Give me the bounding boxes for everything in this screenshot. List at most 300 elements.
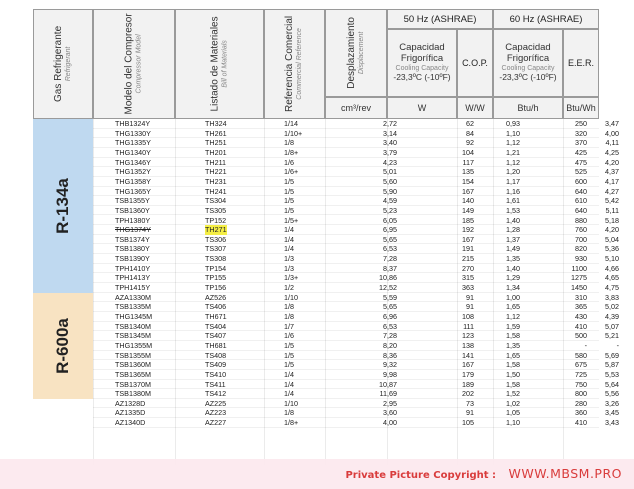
cell-bom: TH201 [205, 147, 227, 157]
cell-capacity-btu: 360 [575, 408, 587, 418]
compressor-spec-table [33, 9, 619, 465]
cell-cop: 1,34 [506, 283, 520, 293]
cell-capacity-w: 104 [462, 147, 474, 157]
cell-eer: 5,07 [605, 321, 619, 331]
header-gas: Gas Refrigerante Refrigerant [33, 9, 93, 119]
cell-displacement: 3,14 [383, 128, 397, 138]
cell-capacity-btu: 930 [575, 254, 587, 264]
cell-bom: TS407 [205, 331, 227, 341]
cell-capacity-btu: - [584, 340, 587, 350]
table-row [93, 205, 619, 216]
cell-capacity-btu: 700 [575, 234, 587, 244]
cell-cop: 1,17 [506, 176, 520, 186]
cell-cop: 1,10 [506, 418, 520, 428]
cell-capacity-w: 191 [462, 244, 474, 254]
table-row [93, 186, 619, 197]
cell-capacity-btu: 370 [575, 138, 587, 148]
cell-eer: 5,11 [605, 205, 619, 215]
cell-displacement: 8,36 [383, 350, 397, 360]
cell-capacity-w: 189 [462, 379, 474, 389]
cell-capacity-w: 270 [462, 263, 474, 273]
cell-cop: 1,16 [506, 186, 520, 196]
cell-capacity-btu: 750 [575, 379, 587, 389]
watermark-label: Private Picture Copyright : [345, 470, 497, 481]
cell-ref: 1/6+ [284, 167, 299, 177]
cell-displacement: 9,32 [383, 360, 397, 370]
cell-bom: TH271 [205, 225, 227, 235]
cell-eer: 4,75 [605, 283, 619, 293]
cell-eer: 3,45 [605, 408, 619, 418]
cell-ref: 1/5 [284, 205, 294, 215]
cell-displacement: 5,65 [383, 302, 397, 312]
cell-cop: 1,28 [506, 225, 520, 235]
cell-cop: 1,20 [506, 167, 520, 177]
cell-model: THG1346Y [115, 157, 151, 167]
cell-model: THG1352Y [115, 167, 151, 177]
table-row [93, 331, 619, 341]
cell-model: TSB1345M [115, 331, 151, 341]
copyright-watermark [0, 459, 634, 489]
refrigerant-group [33, 292, 619, 399]
table-row [93, 215, 619, 226]
cell-bom: TH324 [205, 119, 227, 128]
cell-displacement: 7,28 [383, 331, 397, 341]
table-row [93, 418, 619, 428]
cell-cop: 1,40 [506, 263, 520, 273]
cell-bom: TS409 [205, 360, 227, 370]
cell-cop: 1,00 [506, 292, 520, 302]
cell-capacity-btu: 1100 [571, 263, 587, 273]
cell-cop: 1,61 [506, 196, 520, 206]
cell-cop: 1,05 [506, 408, 520, 418]
cell-model: THG1340Y [115, 147, 151, 157]
cell-bom: TS412 [205, 389, 227, 399]
table-row [93, 321, 619, 332]
cell-cop: 1,59 [506, 321, 520, 331]
cell-ref: 1/6 [284, 157, 294, 167]
cell-displacement: 3,60 [383, 408, 397, 418]
cell-model: TSB1355M [115, 350, 151, 360]
cell-cop: 1,12 [506, 138, 520, 148]
cell-eer: 4,25 [605, 147, 619, 157]
cell-capacity-btu: 760 [575, 225, 587, 235]
cell-displacement: 4,59 [383, 196, 397, 206]
cell-displacement: 6,95 [383, 225, 397, 235]
cell-model: THB1324Y [115, 119, 151, 128]
header-eer: E.E.R. [563, 29, 599, 97]
cell-ref: 1/4 [284, 244, 294, 254]
cell-bom: TS404 [205, 321, 227, 331]
cell-capacity-btu: 640 [575, 186, 587, 196]
cell-ref: 1/10 [284, 398, 298, 408]
cell-capacity-w: 105 [462, 418, 474, 428]
cell-eer: 3,43 [605, 418, 619, 428]
gas-label: R-600a [52, 317, 72, 374]
cell-capacity-btu: 430 [575, 311, 587, 321]
cell-displacement: 10,86 [379, 273, 397, 283]
cell-eer: 5,04 [605, 234, 619, 244]
cell-capacity-btu: 1450 [571, 283, 587, 293]
cell-displacement: 12,52 [379, 283, 397, 293]
cell-capacity-btu: 675 [575, 360, 587, 370]
cell-bom: AZ225 [205, 398, 227, 408]
cell-ref: 1/7 [284, 321, 294, 331]
cell-capacity-w: 141 [462, 350, 474, 360]
cell-model: AZ1328D [115, 398, 146, 408]
cell-ref: 1/5 [284, 196, 294, 206]
table-row [93, 147, 619, 158]
table-header [33, 9, 599, 119]
cell-model: TSB1360Y [115, 205, 150, 215]
cell-displacement: 4,00 [383, 418, 397, 428]
cell-model: TSB1370M [115, 379, 151, 389]
cell-model: THG1365Y [115, 186, 151, 196]
cell-eer: 5,56 [605, 389, 619, 399]
cell-bom: AZ227 [205, 418, 227, 428]
cell-eer: 5,42 [605, 196, 619, 206]
gas-cell [33, 293, 93, 399]
unit-w: W [387, 97, 457, 119]
cell-model: TSB1365M [115, 369, 151, 379]
cell-capacity-btu: 280 [575, 398, 587, 408]
cell-ref: 1/5 [284, 186, 294, 196]
cell-cop: 0,93 [506, 119, 520, 128]
cell-bom: TH231 [205, 176, 227, 186]
table-row [93, 225, 619, 235]
cell-ref: 1/6 [284, 331, 294, 341]
cell-capacity-w: 117 [462, 157, 474, 167]
cell-eer: 4,11 [605, 138, 619, 148]
table-row [93, 244, 619, 254]
cell-capacity-w: 154 [462, 176, 474, 186]
cell-capacity-w: 149 [462, 205, 474, 215]
cell-capacity-btu: 365 [575, 302, 587, 312]
cell-model: TSB1360M [115, 360, 151, 370]
header-60hz: 60 Hz (ASHRAE) [493, 9, 599, 29]
cell-cop: 1,02 [506, 398, 520, 408]
table-row [93, 350, 619, 361]
cell-eer: 5,53 [605, 369, 619, 379]
cell-ref: 1/8 [284, 302, 294, 312]
cell-displacement: 5,60 [383, 176, 397, 186]
table-row [93, 311, 619, 322]
table-row [93, 408, 619, 418]
refrigerant-group [33, 119, 619, 293]
cell-eer: 4,17 [605, 176, 619, 186]
cell-displacement: 2,72 [383, 119, 397, 128]
table-row [93, 167, 619, 177]
cell-capacity-w: 73 [466, 398, 474, 408]
cell-cop: 1,58 [506, 379, 520, 389]
refrigerant-group [33, 398, 619, 428]
cell-cop: 1,49 [506, 244, 520, 254]
cell-model: TSB1355Y [115, 196, 150, 206]
cell-capacity-w: 167 [462, 360, 474, 370]
cell-displacement: 8,20 [383, 340, 397, 350]
cell-capacity-btu: 800 [575, 389, 587, 399]
cell-capacity-btu: 425 [575, 147, 587, 157]
cell-displacement: 6,53 [383, 321, 397, 331]
cell-model: TSB1390Y [115, 254, 150, 264]
cell-ref: 1/8 [284, 311, 294, 321]
header-displacement: Desplazamiento Displacement [325, 9, 387, 97]
cell-bom: TS308 [205, 254, 227, 264]
cell-model: TSB1380Y [115, 244, 150, 254]
cell-capacity-w: 91 [466, 408, 474, 418]
cell-displacement: 3,79 [383, 147, 397, 157]
cell-bom: TH211 [205, 157, 227, 167]
cell-capacity-btu: 580 [575, 350, 587, 360]
cell-eer: 4,37 [605, 167, 619, 177]
cell-bom: TP154 [205, 263, 227, 273]
cell-bom: TS305 [205, 205, 227, 215]
table-row [93, 360, 619, 370]
gas-cell [33, 399, 93, 428]
cell-model: TPH1415Y [115, 283, 151, 293]
cell-bom: TS304 [205, 196, 227, 206]
cell-model: TPH1380Y [115, 215, 151, 225]
cell-capacity-w: 92 [466, 138, 474, 148]
cell-eer: 4,39 [605, 311, 619, 321]
cell-ref: 1/14 [284, 119, 298, 128]
cell-ref: 1/8 [284, 138, 294, 148]
table-row [93, 128, 619, 139]
cell-cop: 1,52 [506, 389, 520, 399]
cell-model: TPH1413Y [115, 273, 151, 283]
cell-capacity-w: 185 [462, 215, 474, 225]
cell-displacement: 10,87 [379, 379, 397, 389]
cell-capacity-btu: 475 [575, 157, 587, 167]
cell-cop: 1,50 [506, 369, 520, 379]
cell-bom: TS406 [205, 302, 227, 312]
cell-displacement: 5,59 [383, 292, 397, 302]
cell-capacity-btu: 310 [575, 292, 587, 302]
cell-model: THG1355M [115, 340, 153, 350]
unit-displacement: cm³/rev [325, 97, 387, 119]
cell-ref: 1/10 [284, 292, 298, 302]
cell-eer: 4,20 [605, 157, 619, 167]
table-row [93, 234, 619, 245]
cell-capacity-btu: 250 [575, 119, 587, 128]
cell-capacity-btu: 880 [575, 215, 587, 225]
cell-bom: TH221 [205, 167, 227, 177]
header-commercial-ref: Referencia Comercial Commercial Reference [264, 9, 325, 119]
table-row [93, 302, 619, 312]
cell-capacity-w: 138 [462, 340, 474, 350]
cell-eer: 4,65 [605, 273, 619, 283]
cell-capacity-w: 179 [462, 369, 474, 379]
cell-ref: 1/4 [284, 369, 294, 379]
cell-eer: 4,00 [605, 128, 619, 138]
cell-capacity-btu: 725 [575, 369, 587, 379]
cell-bom: TH671 [205, 311, 227, 321]
cell-eer: - [616, 340, 619, 350]
cell-capacity-btu: 640 [575, 205, 587, 215]
cell-model: TSB1340M [115, 321, 151, 331]
cell-model: TPH1410Y [115, 263, 151, 273]
cell-displacement: 6,53 [383, 244, 397, 254]
cell-bom: AZ526 [205, 292, 227, 302]
unit-ww: W/W [457, 97, 493, 119]
cell-capacity-w: 62 [466, 119, 474, 128]
cell-bom: TH261 [205, 128, 227, 138]
table-row [93, 398, 619, 409]
cell-eer: 5,21 [605, 331, 619, 341]
cell-capacity-btu: 410 [575, 321, 587, 331]
unit-btuh: Btu/h [493, 97, 563, 119]
cell-capacity-w: 111 [463, 321, 474, 331]
cell-ref: 1/3 [284, 254, 294, 264]
cell-capacity-w: 140 [462, 196, 474, 206]
gas-label: R-134a [52, 177, 72, 234]
cell-capacity-w: 84 [466, 128, 474, 138]
cell-bom: TP155 [205, 273, 227, 283]
cell-eer: 5,02 [605, 302, 619, 312]
cell-eer: 5,36 [605, 244, 619, 254]
table-row [93, 340, 619, 351]
table-row [93, 254, 619, 264]
cell-ref: 1/8 [284, 408, 294, 418]
cell-ref: 1/4 [284, 234, 294, 244]
header-capacity-50: Capacidad Frigorífica Cooling Capacity -23,3ºC (-10ºF) [387, 29, 457, 97]
cell-model: TSB1380M [115, 389, 151, 399]
cell-model: THG1358Y [115, 176, 151, 186]
cell-capacity-w: 167 [462, 234, 474, 244]
table-row [93, 263, 619, 274]
cell-bom: TS307 [205, 244, 227, 254]
cell-eer: 5,87 [605, 360, 619, 370]
cell-eer: 5,64 [605, 379, 619, 389]
cell-ref: 1/10+ [284, 128, 303, 138]
cell-ref: 1/4 [284, 225, 294, 235]
cell-cop: 1,21 [506, 147, 520, 157]
cell-capacity-w: 315 [462, 273, 474, 283]
cell-displacement: 6,96 [383, 311, 397, 321]
cell-bom: TS306 [205, 234, 227, 244]
table-row [93, 157, 619, 168]
cell-capacity-w: 135 [462, 167, 474, 177]
cell-displacement: 2,95 [383, 398, 397, 408]
cell-capacity-btu: 1275 [571, 273, 587, 283]
table-row [93, 292, 619, 303]
cell-cop: 1,12 [506, 311, 520, 321]
cell-cop: 1,10 [506, 128, 520, 138]
table-row [93, 273, 619, 283]
cell-displacement: 3,40 [383, 138, 397, 148]
cell-displacement: 8,37 [383, 263, 397, 273]
header-50hz: 50 Hz (ASHRAE) [387, 9, 493, 29]
table-row [93, 176, 619, 187]
cell-capacity-w: 108 [462, 311, 474, 321]
watermark-site: WWW.MBSM.PRO [508, 466, 622, 481]
cell-capacity-w: 192 [462, 225, 474, 235]
cell-eer: 4,20 [605, 225, 619, 235]
cell-capacity-w: 215 [462, 254, 474, 264]
cell-capacity-w: 167 [462, 186, 474, 196]
cell-cop: 1,65 [506, 350, 520, 360]
table-row [93, 369, 619, 380]
cell-displacement: 7,28 [383, 254, 397, 264]
cell-bom: TP156 [205, 283, 227, 293]
cell-eer: 3,26 [605, 398, 619, 408]
cell-ref: 1/3+ [284, 273, 299, 283]
cell-capacity-w: 363 [462, 283, 474, 293]
cell-model: AZA1330M [115, 292, 151, 302]
cell-cop: 1,53 [506, 205, 520, 215]
table-row [93, 138, 619, 148]
cell-model: THG1335Y [115, 138, 151, 148]
cell-bom: TS411 [205, 379, 226, 389]
table-row [93, 379, 619, 390]
cell-ref: 1/4 [284, 389, 294, 399]
cell-bom: TS410 [205, 369, 227, 379]
cell-ref: 1/4 [284, 379, 294, 389]
cell-displacement: 5,65 [383, 234, 397, 244]
cell-capacity-btu: 410 [575, 418, 587, 428]
cell-capacity-btu: 320 [575, 128, 587, 138]
cell-bom: TP152 [205, 215, 227, 225]
cell-capacity-btu: 610 [575, 196, 587, 206]
table-row [93, 196, 619, 206]
unit-btuwh: Btu/Wh [563, 97, 599, 119]
cell-cop: 1,35 [506, 340, 520, 350]
cell-displacement: 11,69 [379, 389, 397, 399]
cell-displacement: 5,90 [383, 186, 397, 196]
cell-ref: 1/5 [284, 176, 294, 186]
cell-capacity-btu: 820 [575, 244, 587, 254]
table-row [93, 283, 619, 293]
cell-displacement: 4,23 [383, 157, 397, 167]
cell-ref: 1/5 [284, 350, 294, 360]
cell-eer: 3,47 [605, 119, 619, 128]
cell-ref: 1/3 [284, 263, 294, 273]
cell-capacity-btu: 600 [575, 176, 587, 186]
cell-ref: 1/5 [284, 340, 294, 350]
header-cop: C.O.P. [457, 29, 493, 97]
cell-capacity-w: 91 [466, 292, 474, 302]
header-model: Modelo del Compresor Compressor Model [93, 9, 175, 119]
cell-displacement: 5,01 [383, 167, 397, 177]
cell-ref: 1/5+ [284, 215, 299, 225]
cell-eer: 5,18 [605, 215, 619, 225]
table-row [93, 389, 619, 399]
cell-cop: 1,65 [506, 302, 520, 312]
cell-displacement: 6,05 [383, 215, 397, 225]
cell-eer: 5,10 [605, 254, 619, 264]
cell-capacity-w: 123 [462, 331, 474, 341]
table-row [93, 119, 619, 129]
cell-displacement: 5,23 [383, 205, 397, 215]
cell-cop: 1,58 [506, 360, 520, 370]
cell-bom: TH241 [205, 186, 227, 196]
cell-model: THG1345M [115, 311, 153, 321]
cell-bom: TS408 [205, 350, 227, 360]
cell-ref: 1/8+ [284, 147, 299, 157]
cell-cop: 1,37 [506, 234, 520, 244]
header-bom: Listado de Materiales Bill of Materials [175, 9, 264, 119]
cell-eer: 4,27 [605, 186, 619, 196]
cell-capacity-btu: 500 [575, 331, 587, 341]
cell-model: THG1330Y [115, 128, 151, 138]
cell-bom: TH251 [205, 138, 227, 148]
cell-eer: 4,66 [605, 263, 619, 273]
cell-model: TSB1335M [115, 302, 151, 312]
cell-bom: AZ223 [205, 408, 227, 418]
cell-displacement: 9,98 [383, 369, 397, 379]
cell-cop: 1,58 [506, 331, 520, 341]
cell-eer: 3,83 [605, 292, 619, 302]
cell-capacity-w: 91 [466, 302, 474, 312]
